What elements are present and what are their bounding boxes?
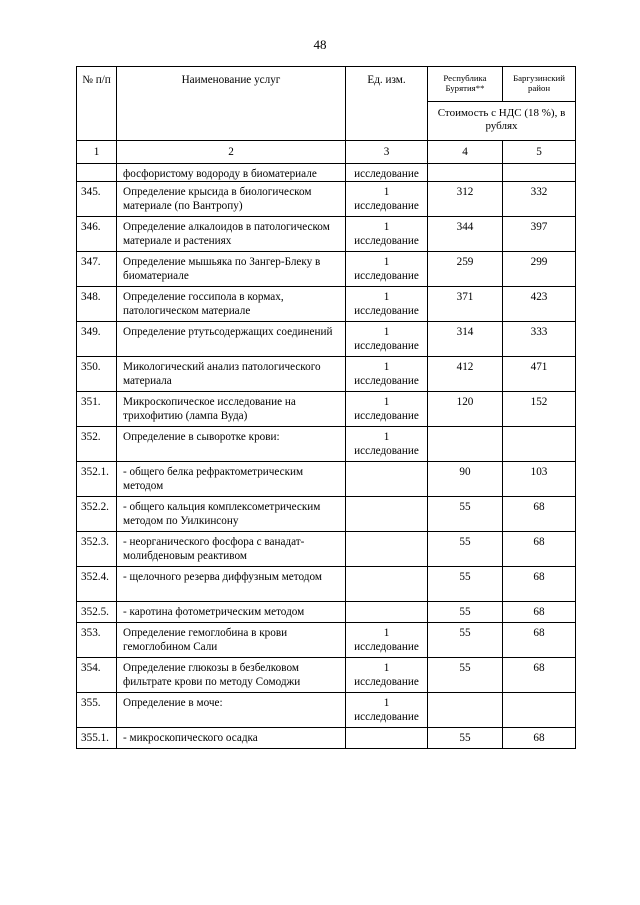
table-row <box>77 252 576 287</box>
table-row <box>77 728 576 749</box>
row-number: 347. <box>77 252 117 287</box>
table-row <box>77 623 576 658</box>
price-district: 152 <box>503 392 576 427</box>
service-name: - общего белка рефрактометрическим методом <box>117 462 346 497</box>
header-name: Наименование услуг <box>117 67 346 141</box>
price-republic: 55 <box>428 728 503 749</box>
unit-cell: 1 исследование <box>346 357 428 392</box>
price-republic: 259 <box>428 252 503 287</box>
column-numbers-row <box>77 141 576 164</box>
price-republic: 55 <box>428 658 503 693</box>
price-table <box>76 66 576 749</box>
price-republic: 314 <box>428 322 503 357</box>
row-number: 345. <box>77 182 117 217</box>
row-number: 349. <box>77 322 117 357</box>
table-row <box>77 462 576 497</box>
unit-cell: 1 исследование <box>346 322 428 357</box>
service-name: Микологический анализ патологического материала <box>117 357 346 392</box>
service-name: Определение глюкозы в безбелковом фильтрате крови по методу Сомоджи <box>117 658 346 693</box>
table-row <box>77 693 576 728</box>
page-number: 48 <box>313 37 327 52</box>
price-district: 68 <box>503 532 576 567</box>
row-number: 355.1. <box>77 728 117 749</box>
price-district: 103 <box>503 462 576 497</box>
unit-cell: 1 исследование <box>346 693 428 728</box>
price-district: 471 <box>503 357 576 392</box>
unit-cell: 1 исследование <box>346 658 428 693</box>
price-republic <box>428 164 503 182</box>
header-unit: Ед. изм. <box>346 67 428 141</box>
price-republic: 90 <box>428 462 503 497</box>
unit-cell: 1 исследование <box>346 217 428 252</box>
header-republic: Республика Бурятия** <box>428 67 503 102</box>
table-row <box>77 567 576 602</box>
unit-cell <box>346 462 428 497</box>
price-republic: 371 <box>428 287 503 322</box>
service-name: Определение гемоглобина в крови гемоглобином Сали <box>117 623 346 658</box>
service-name: Определение госсипола в кормах, патологическом материале <box>117 287 346 322</box>
unit-cell: 1 исследование <box>346 392 428 427</box>
unit-cell: 1 исследование <box>346 252 428 287</box>
price-district: 68 <box>503 602 576 623</box>
service-name: Микроскопическое исследование на трихофитию (лампа Вуда) <box>117 392 346 427</box>
service-name: Определение в моче: <box>117 693 346 728</box>
table-row <box>77 322 576 357</box>
unit-cell: 1 исследование <box>346 287 428 322</box>
price-district: 68 <box>503 567 576 602</box>
row-number <box>77 164 117 182</box>
column-number: 1 <box>77 141 117 164</box>
unit-cell: 1 исследование <box>346 623 428 658</box>
service-name: - щелочного резерва диффузным методом <box>117 567 346 602</box>
column-number: 2 <box>117 141 346 164</box>
row-number: 352.1. <box>77 462 117 497</box>
header-district: Баргузинский район <box>503 67 576 102</box>
table-row <box>77 217 576 252</box>
price-republic: 55 <box>428 567 503 602</box>
service-name: - общего кальция комплексометрическим методом по Уилкинсону <box>117 497 346 532</box>
table-row <box>77 164 576 182</box>
row-number: 354. <box>77 658 117 693</box>
header-cost: Стоимость с НДС (18 %), в рублях <box>428 102 576 141</box>
row-number: 352. <box>77 427 117 462</box>
price-district: 423 <box>503 287 576 322</box>
row-number: 352.3. <box>77 532 117 567</box>
price-district: 68 <box>503 623 576 658</box>
table-row <box>77 182 576 217</box>
price-republic: 120 <box>428 392 503 427</box>
row-number: 352.5. <box>77 602 117 623</box>
service-name: Определение в сыворотке крови: <box>117 427 346 462</box>
table-row <box>77 392 576 427</box>
service-name: Определение мышьяка по Зангер-Блеку в биоматериале <box>117 252 346 287</box>
service-name: фосфористому водороду в биоматериале <box>117 164 346 182</box>
table-row <box>77 602 576 623</box>
unit-cell <box>346 728 428 749</box>
row-number: 348. <box>77 287 117 322</box>
table-row <box>77 532 576 567</box>
table-row <box>77 287 576 322</box>
price-republic: 344 <box>428 217 503 252</box>
row-number: 355. <box>77 693 117 728</box>
unit-cell <box>346 497 428 532</box>
unit-cell <box>346 567 428 602</box>
service-name: - каротина фотометрическим методом <box>117 602 346 623</box>
price-district: 68 <box>503 658 576 693</box>
price-republic <box>428 427 503 462</box>
price-district: 68 <box>503 497 576 532</box>
price-republic: 412 <box>428 357 503 392</box>
column-number: 4 <box>428 141 503 164</box>
table-row <box>77 497 576 532</box>
price-republic: 55 <box>428 497 503 532</box>
column-number: 3 <box>346 141 428 164</box>
unit-cell <box>346 602 428 623</box>
price-district: 68 <box>503 728 576 749</box>
row-number: 351. <box>77 392 117 427</box>
price-republic: 55 <box>428 602 503 623</box>
row-number: 353. <box>77 623 117 658</box>
service-name: - неорганического фосфора с ванадат-молибденовым реактивом <box>117 532 346 567</box>
header-num: № п/п <box>77 67 117 141</box>
unit-cell: 1 исследование <box>346 427 428 462</box>
row-number: 352.2. <box>77 497 117 532</box>
price-district: 397 <box>503 217 576 252</box>
price-district: 332 <box>503 182 576 217</box>
unit-cell <box>346 532 428 567</box>
unit-cell: исследование <box>346 164 428 182</box>
price-republic: 55 <box>428 532 503 567</box>
row-number: 346. <box>77 217 117 252</box>
price-district: 299 <box>503 252 576 287</box>
column-number: 5 <box>503 141 576 164</box>
service-name: Определение крысида в биологическом материале (по Вантропу) <box>117 182 346 217</box>
table-row <box>77 357 576 392</box>
price-district <box>503 164 576 182</box>
table-row <box>77 658 576 693</box>
row-number: 350. <box>77 357 117 392</box>
header-row <box>77 67 576 102</box>
service-name: Определение ртутьсодержащих соединений <box>117 322 346 357</box>
service-name: Определение алкалоидов в патологическом материале и растениях <box>117 217 346 252</box>
price-district: 333 <box>503 322 576 357</box>
table-row <box>77 427 576 462</box>
service-name: - микроскопического осадка <box>117 728 346 749</box>
price-republic <box>428 693 503 728</box>
price-republic: 312 <box>428 182 503 217</box>
price-district <box>503 693 576 728</box>
price-district <box>503 427 576 462</box>
row-number: 352.4. <box>77 567 117 602</box>
price-republic: 55 <box>428 623 503 658</box>
unit-cell: 1 исследование <box>346 182 428 217</box>
